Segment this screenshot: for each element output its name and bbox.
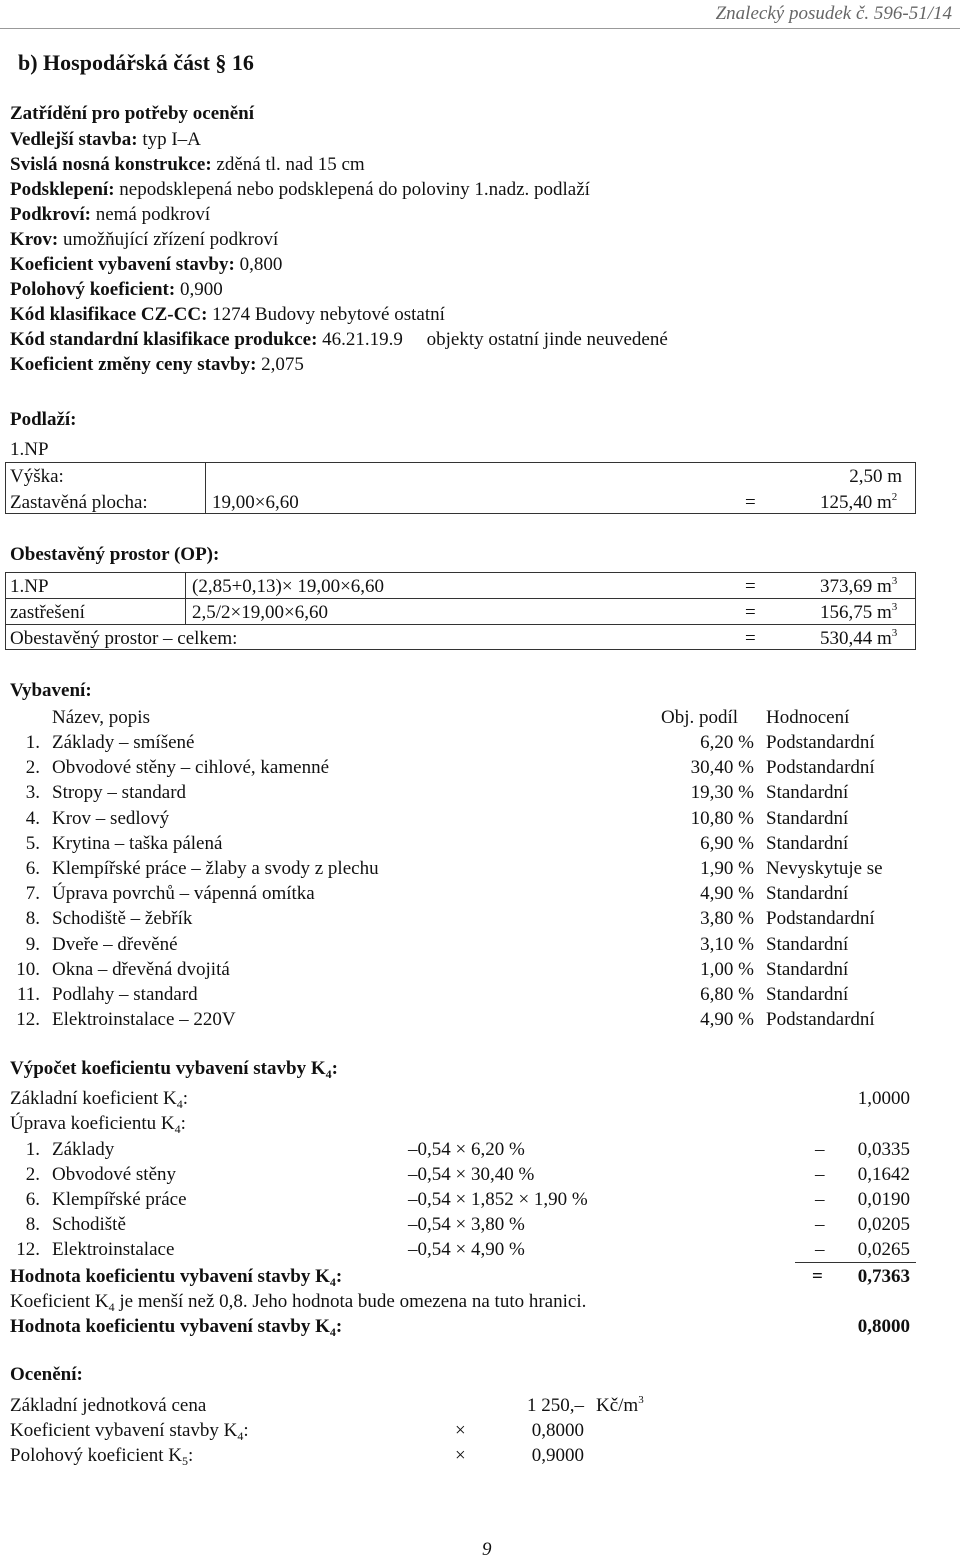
classification-label: Koeficient vybavení stavby: [10, 254, 235, 275]
pricing-unit-text: Kč/m [596, 1395, 639, 1416]
classification-value: umožňující zřízení podkroví [58, 229, 279, 250]
pricing-label-text: Polohový koeficient K [10, 1445, 183, 1466]
k4-final-value: 0,8000 [857, 1316, 910, 1337]
classification-row [10, 255, 282, 274]
volume-table-divider [185, 572, 186, 624]
equipment-item-name: Obvodové stěny – cihlové, kamenné [52, 757, 330, 779]
k4-adjust-value: 0,1642 [857, 1164, 910, 1185]
k4-adjust-value: 0,0205 [857, 1214, 910, 1235]
pricing-label-suffix: : [188, 1445, 194, 1466]
equipment-item-rating: Podstandardní [766, 1009, 875, 1031]
equipment-col-rating: Hodnocení [766, 707, 850, 728]
k4-adjust-label: Úprava koeficientu $K_4$: [10, 1113, 186, 1136]
classification-label: Podkroví: [10, 204, 91, 225]
volume-row-formula: (2,85+0,13)× 19,00×6,60 [192, 576, 385, 597]
equipment-item-number: 2. [25, 757, 40, 779]
volume-row-unit-sup: 3 [891, 601, 898, 613]
equipment-item-rating: Standardní [766, 958, 849, 980]
classification-value: 2,075 [256, 354, 304, 375]
classification-label: Koeficient změny ceny stavby: [10, 354, 257, 375]
k4-adjust-formula: –0,54 × 30,40 % [408, 1164, 535, 1185]
area-equals: = [745, 492, 756, 513]
classification-row [10, 205, 210, 224]
classification-label: Polohový koeficient: [10, 279, 176, 300]
equipment-item-share: 3,10 % [700, 933, 754, 955]
equipment-item-name: Okna – dřevěná dvojitá [52, 958, 230, 980]
classification-row [10, 155, 365, 174]
pricing-operator: × [455, 1420, 466, 1441]
classification-label: Kód klasifikace CZ-CC: [10, 304, 208, 325]
area-formula: 19,00×6,60 [212, 492, 299, 513]
volume-row-unit-sup: 3 [891, 575, 898, 587]
k4-adjust-sign: – [815, 1164, 825, 1185]
classification-label: Kód standardní klasifikace produkce: [10, 329, 318, 350]
k4-result-value: 0,7363 [857, 1266, 910, 1287]
k4-adjust-number: 6. [25, 1189, 40, 1210]
k4-adjust-sign: – [815, 1189, 825, 1210]
pricing-value: 0,9000 [531, 1445, 584, 1466]
equipment-item-number: 9. [25, 933, 40, 955]
k4-adjust-value: 0,0335 [857, 1139, 910, 1160]
classification-value: typ I–A [137, 129, 201, 150]
equipment-item-name: Úprava povrchů – vápenná omítka [52, 883, 315, 905]
k4-adjust-formula: –0,54 × 6,20 % [408, 1139, 525, 1160]
k4-note: Koeficient $K_4$ je menší než 0,8. Jeho hodnota bude omezena na tuto hranici. [10, 1291, 587, 1314]
equipment-item-rating: Standardní [766, 832, 849, 854]
k4-final-label: Hodnota koeficientu vybavení stavby $K_4$: [10, 1316, 343, 1339]
equipment-item-number: 3. [25, 782, 40, 804]
k4-adjust-number: 1. [25, 1139, 40, 1160]
volume-total-value: 530,44 $m^3$ [820, 627, 898, 649]
classification-value: 0,900 [175, 279, 223, 300]
section-title: b) Hospodářská část § 16 [18, 50, 254, 75]
classification-value: 1274 Budovy nebytové ostatní [207, 304, 445, 325]
volume-row-name: zastřešení [10, 602, 85, 623]
volume-table-row-line [5, 598, 916, 599]
equipment-item-rating: Nevyskytuje se [766, 858, 883, 879]
equipment-item-rating: Standardní [766, 883, 849, 905]
floors-heading: Podlaží: [10, 409, 77, 430]
k4-adjust-name: Klempířské práce [52, 1189, 187, 1210]
classification-heading: Zatřídění pro potřeby ocenění [10, 103, 255, 124]
k4-adjust-number: 8. [25, 1214, 40, 1235]
pricing-label-text: Koeficient vybavení stavby K [10, 1420, 238, 1441]
equipment-item-number: 7. [25, 883, 40, 905]
k4-adjust-formula: –0,54 × 3,80 % [408, 1214, 525, 1235]
floor-name: 1.NP [10, 439, 49, 460]
pricing-label-text: Základní jednotková cena [10, 1395, 207, 1416]
classification-row [10, 305, 445, 324]
pricing-label-sub: 5 [182, 1454, 189, 1468]
k4-result-equals: = [812, 1266, 823, 1287]
header-divider [0, 28, 960, 29]
classification-row [10, 280, 223, 299]
pricing-label [10, 1420, 249, 1443]
equipment-item-rating: Podstandardní [766, 757, 875, 779]
equipment-item-name: Klempířské práce – žlaby a svody z plechu [52, 858, 379, 879]
equipment-item-number: 12. [16, 1009, 40, 1031]
floor-table-divider [205, 462, 206, 514]
k4-adjust-name: Schodiště [52, 1214, 126, 1235]
equipment-item-share: 6,20 % [700, 732, 754, 753]
height-label: Výška: [10, 466, 64, 487]
pricing-value: 1 250,– [527, 1395, 584, 1416]
volume-row-value-text: 156,75 m [820, 602, 892, 623]
equipment-item-share: 6,90 % [700, 832, 754, 854]
equipment-item-number: 11. [16, 984, 40, 1005]
volume-heading: Obestavěný prostor (OP): [10, 544, 220, 565]
volume-row-equals: = [745, 576, 756, 597]
k4-adjust-sign: – [815, 1139, 825, 1160]
k4-adjust-name: Elektroinstalace [52, 1239, 175, 1260]
equipment-item-rating: Standardní [766, 807, 849, 829]
equipment-item-rating: Standardní [766, 984, 849, 1005]
equipment-heading: Vybavení: [10, 680, 92, 701]
equipment-item-name: Elektroinstalace – 220V [52, 1009, 236, 1031]
volume-row-value [820, 577, 897, 596]
equipment-item-name: Stropy – standard [52, 782, 187, 804]
equipment-item-name: Dveře – dřevěné [52, 933, 178, 955]
equipment-item-share: 1,00 % [700, 958, 754, 980]
pricing-operator: × [455, 1445, 466, 1466]
pricing-label-sub: 4 [237, 1429, 244, 1443]
equipment-item-share: 10,80 % [690, 807, 754, 829]
pricing-unit-sup: 3 [638, 1394, 644, 1406]
volume-row-value-text: 373,69 m [820, 576, 892, 597]
k4-adjust-name: Základy [52, 1139, 115, 1160]
pricing-label-suffix: : [243, 1420, 249, 1441]
page-number: 9 [482, 1539, 492, 1560]
volume-table-row-line [5, 624, 916, 625]
k4-base-value: 1,0000 [857, 1088, 910, 1109]
classification-label: Svislá nosná konstrukce: [10, 154, 212, 175]
k4-adjust-value: 0,0190 [857, 1189, 910, 1210]
equipment-item-rating: Podstandardní [766, 908, 875, 930]
document-reference: Znalecký posudek č. 596-51/14 [715, 3, 952, 24]
equipment-item-share: 4,90 % [700, 1009, 754, 1031]
equipment-item-number: 5. [25, 832, 40, 854]
equipment-item-rating: Podstandardní [766, 732, 875, 753]
classification-label: Vedlejší stavba: [10, 129, 138, 150]
k4-adjust-name: Obvodové stěny [52, 1164, 177, 1185]
k4-result-label: Hodnota koeficientu vybavení stavby $K_4$: [10, 1266, 343, 1289]
equipment-item-number: 1. [25, 732, 40, 753]
volume-total-label: Obestavěný prostor – celkem: [10, 628, 238, 649]
equipment-item-name: Krytina – taška pálená [52, 832, 223, 854]
area-value: 125,40 $m^2$ [820, 491, 898, 513]
classification-row [10, 230, 278, 249]
classification-value: nemá podkroví [90, 204, 211, 225]
classification-row [10, 180, 590, 199]
classification-row [10, 355, 304, 374]
equipment-item-name: Schodiště – žebřík [52, 908, 193, 930]
k4-heading: Výpočet koeficientu vybavení stavby $K_4$: [10, 1058, 338, 1081]
equipment-item-name: Krov – sedlový [52, 807, 170, 829]
equipment-item-share: 1,90 % [700, 858, 754, 879]
classification-value: nepodsklepená nebo podsklepená do poloviny 1.nadz. podlaží [114, 179, 590, 200]
pricing-value: 0,8000 [531, 1420, 584, 1441]
volume-row-equals: = [745, 602, 756, 623]
area-label: Zastavěná plocha: [10, 492, 148, 513]
equipment-item-rating: Standardní [766, 933, 849, 955]
k4-adjust-sign: – [815, 1239, 825, 1260]
equipment-item-name: Podlahy – standard [52, 984, 198, 1005]
equipment-item-rating: Standardní [766, 782, 849, 804]
equipment-item-share: 19,30 % [690, 782, 754, 804]
k4-base-label: Základní koeficient $K_4$: [10, 1088, 188, 1111]
k4-adjust-number: 2. [25, 1164, 40, 1185]
k4-adjust-number: 12. [16, 1239, 40, 1260]
equipment-item-share: 30,40 % [690, 757, 754, 779]
sum-underline [795, 1262, 916, 1263]
equipment-item-share: 3,80 % [700, 908, 754, 930]
k4-adjust-value: 0,0265 [857, 1239, 910, 1260]
pricing-label [10, 1445, 194, 1468]
equipment-item-name: Základy – smíšené [52, 732, 195, 753]
volume-row-formula: 2,5/2×19,00×6,60 [192, 602, 328, 623]
k4-adjust-sign: – [815, 1214, 825, 1235]
volume-row-value [820, 603, 897, 622]
equipment-item-number: 4. [25, 807, 40, 829]
volume-row-name: 1.NP [10, 576, 49, 597]
k4-adjust-formula: –0,54 × 1,852 × 1,90 % [408, 1189, 588, 1210]
equipment-item-number: 8. [25, 908, 40, 930]
classification-row [10, 330, 668, 349]
equipment-item-share: 6,80 % [700, 984, 754, 1005]
classification-value: zděná tl. nad 15 cm [211, 154, 365, 175]
volume-total-equals: = [745, 628, 756, 649]
k4-adjust-formula: –0,54 × 4,90 % [408, 1239, 525, 1260]
equipment-item-number: 10. [16, 958, 40, 980]
classification-row [10, 130, 201, 149]
classification-value: 46.21.19.9 objekty ostatní jinde neuvedené [317, 329, 668, 350]
classification-label: Podsklepení: [10, 179, 115, 200]
pricing-label [10, 1396, 206, 1415]
equipment-col-share: Obj. podíl [661, 707, 739, 728]
height-value: 2,50 m [849, 466, 902, 487]
equipment-item-number: 6. [25, 858, 40, 879]
pricing-heading: Ocenění: [10, 1364, 83, 1385]
pricing-unit [596, 1396, 644, 1415]
classification-label: Krov: [10, 229, 59, 250]
classification-value: 0,800 [234, 254, 283, 275]
equipment-item-share: 4,90 % [700, 883, 754, 905]
equipment-col-name: Název, popis [52, 707, 150, 728]
